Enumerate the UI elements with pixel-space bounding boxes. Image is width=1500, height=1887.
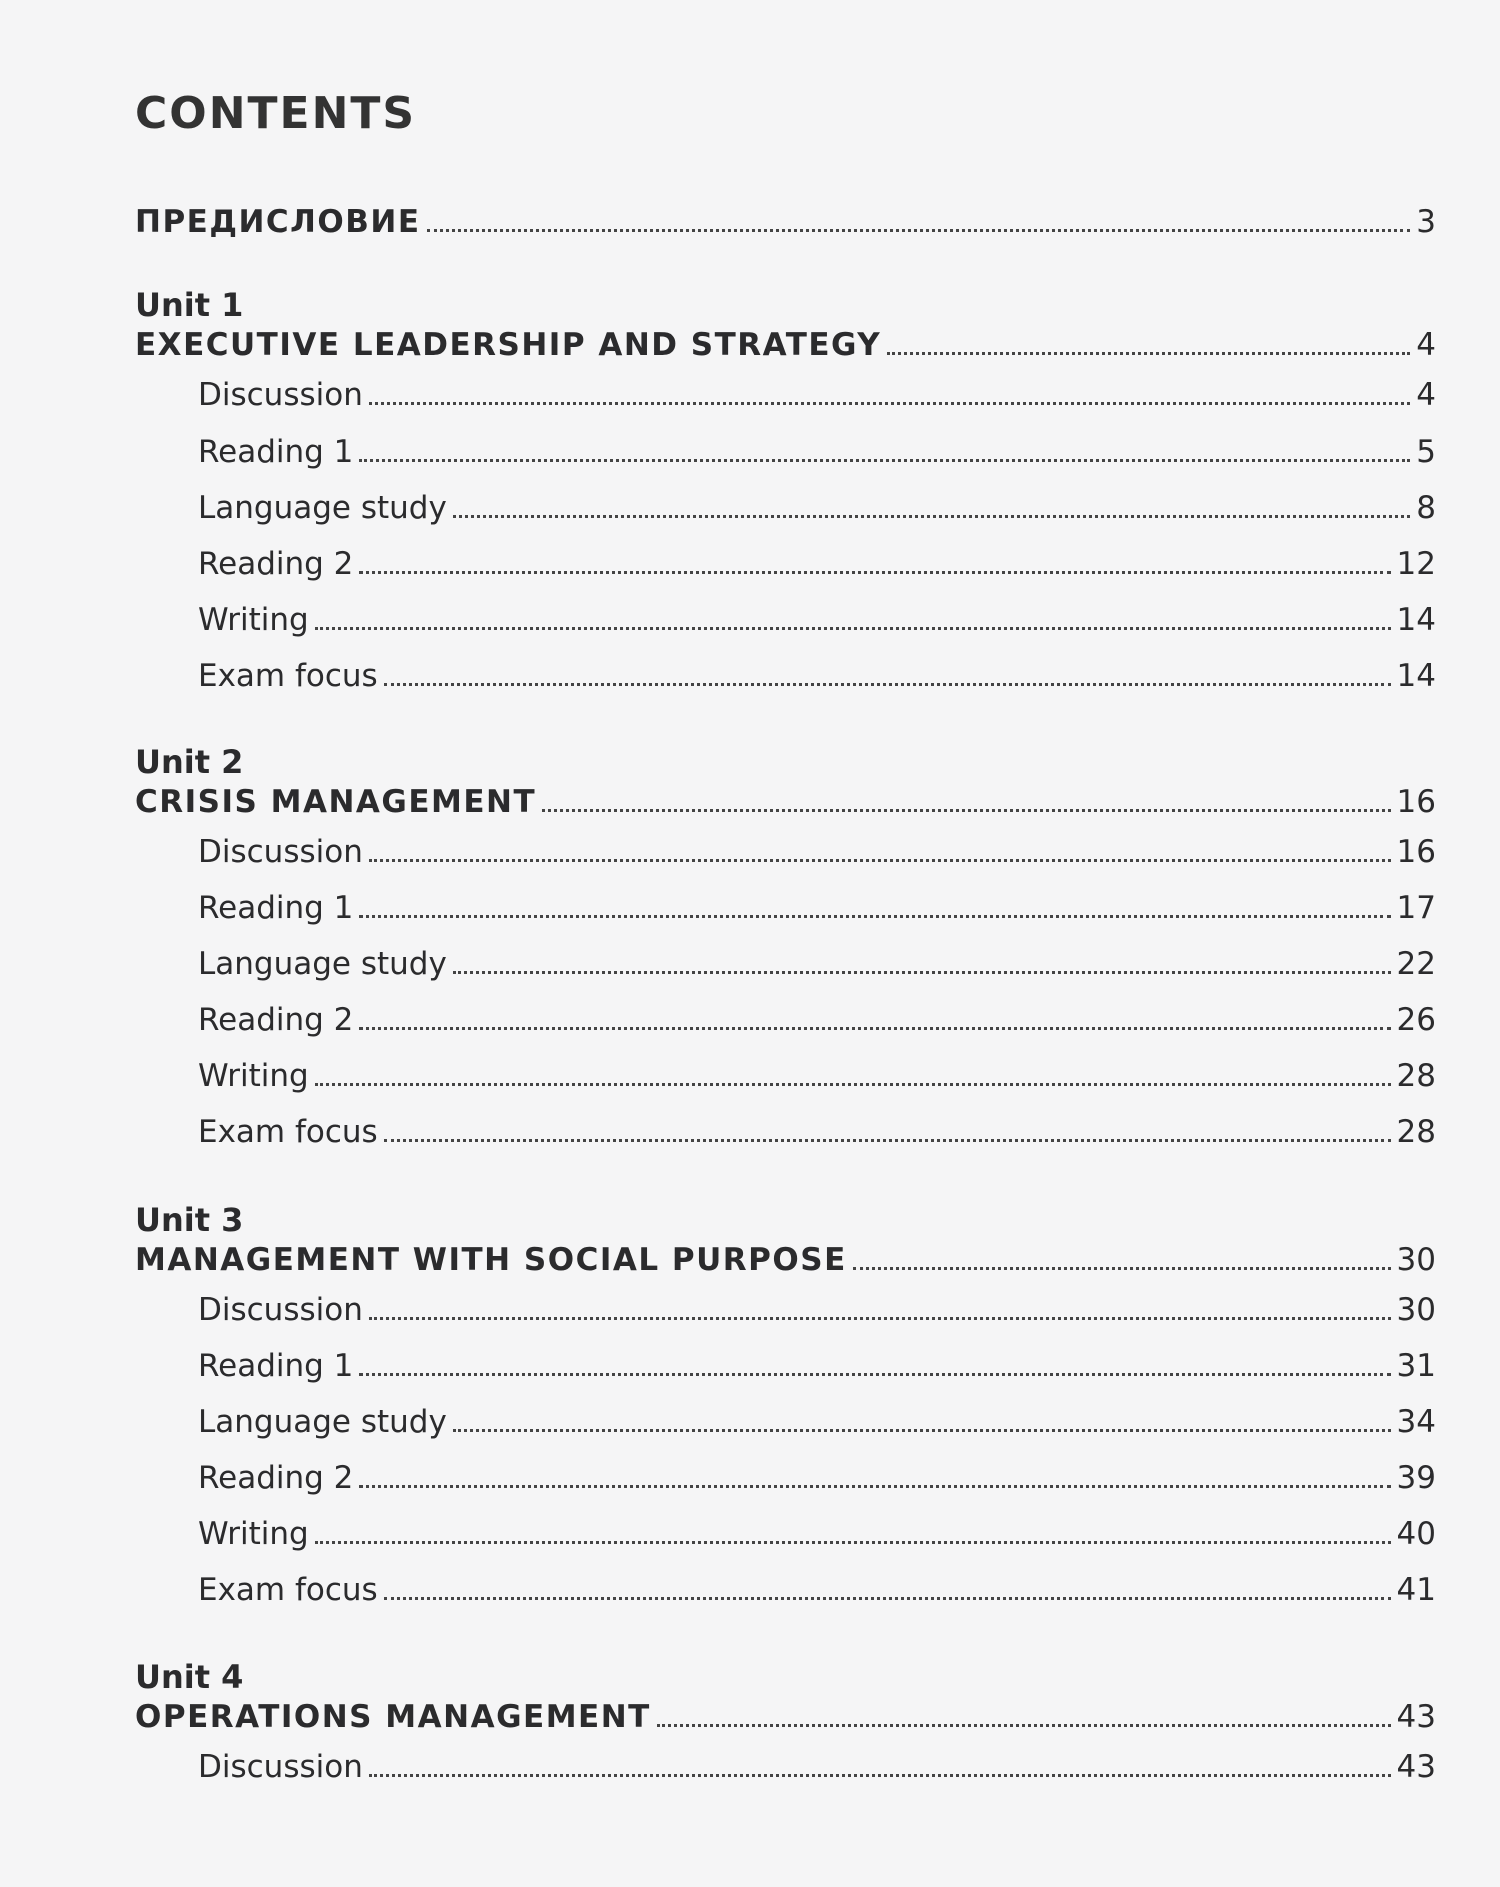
- toc-page-number: 28: [1396, 1058, 1436, 1094]
- dot-leader: [887, 350, 1410, 355]
- toc-entry[interactable]: [198, 1344, 1436, 1388]
- dot-leader: [453, 1427, 1391, 1432]
- toc-entry-label: Discussion: [198, 1749, 363, 1785]
- toc-page-number: 4: [1416, 377, 1436, 413]
- toc-unit-heading[interactable]: [135, 1238, 1436, 1282]
- toc-page-number: 14: [1396, 658, 1436, 694]
- dot-leader: [359, 913, 1390, 918]
- toc-entry-label: Reading 1: [198, 890, 354, 926]
- dot-leader: [369, 1772, 1391, 1777]
- dot-leader: [359, 1483, 1390, 1488]
- toc-page-number: 3: [1416, 204, 1436, 240]
- toc-entry[interactable]: [198, 1110, 1436, 1154]
- unit-label: Unit 2: [135, 743, 244, 781]
- unit-label: Unit 3: [135, 1201, 244, 1239]
- toc-page-number: 28: [1396, 1114, 1436, 1150]
- toc-page-number: 26: [1396, 1002, 1436, 1038]
- toc-entry-label: Language study: [198, 490, 447, 526]
- unit-label: Unit 1: [135, 286, 244, 324]
- toc-entry[interactable]: [198, 1512, 1436, 1556]
- toc-unit-heading[interactable]: [135, 780, 1436, 824]
- toc-page-number: 12: [1396, 546, 1436, 582]
- toc-entry[interactable]: [198, 1568, 1436, 1612]
- toc-entry-label: Reading 2: [198, 546, 354, 582]
- toc-entry[interactable]: [198, 654, 1436, 698]
- toc-entry[interactable]: [198, 542, 1436, 586]
- dot-leader: [427, 227, 1411, 232]
- page-title: CONTENTS: [135, 88, 417, 139]
- toc-entry-label: Discussion: [198, 1292, 363, 1328]
- dot-leader: [315, 1081, 1391, 1086]
- dot-leader: [359, 1371, 1390, 1376]
- toc-entry-label: EXECUTIVE LEADERSHIP AND STRATEGY: [135, 327, 882, 363]
- toc-unit-heading[interactable]: [135, 323, 1436, 367]
- toc-entry[interactable]: [198, 486, 1436, 530]
- toc-entry[interactable]: [198, 1400, 1436, 1444]
- toc-page-number: 8: [1416, 490, 1436, 526]
- toc-entry-preface[interactable]: [135, 200, 1436, 244]
- toc-entry-label: MANAGEMENT WITH SOCIAL PURPOSE: [135, 1242, 847, 1278]
- dot-leader: [453, 969, 1391, 974]
- toc-page-number: 43: [1396, 1749, 1436, 1785]
- dot-leader: [369, 1315, 1391, 1320]
- toc-page-number: 22: [1396, 946, 1436, 982]
- toc-entry-label: Writing: [198, 1058, 309, 1094]
- toc-page-number: 43: [1396, 1699, 1436, 1735]
- toc-entry-label: Reading 1: [198, 1348, 354, 1384]
- toc-page-number: 5: [1416, 434, 1436, 470]
- toc-entry[interactable]: [198, 998, 1436, 1042]
- toc-page-number: 41: [1396, 1572, 1436, 1608]
- toc-page-number: 16: [1396, 784, 1436, 820]
- dot-leader: [359, 457, 1410, 462]
- toc-entry[interactable]: [198, 373, 1436, 417]
- toc-entry-label: Reading 2: [198, 1460, 354, 1496]
- toc-entry[interactable]: [198, 886, 1436, 930]
- toc-page-number: 39: [1396, 1460, 1436, 1496]
- toc-page-number: 40: [1396, 1516, 1436, 1552]
- dot-leader: [384, 1137, 1391, 1142]
- toc-page-number: 31: [1396, 1348, 1436, 1384]
- toc-entry[interactable]: [198, 1745, 1436, 1789]
- toc-entry-label: OPERATIONS MANAGEMENT: [135, 1699, 651, 1735]
- toc-entry-label: Writing: [198, 1516, 309, 1552]
- toc-entry-label: Reading 2: [198, 1002, 354, 1038]
- dot-leader: [853, 1265, 1391, 1270]
- toc-entry-label: Exam focus: [198, 1572, 378, 1608]
- dot-leader: [359, 569, 1390, 574]
- toc-entry-label: Reading 1: [198, 434, 354, 470]
- toc-entry-label: Discussion: [198, 834, 363, 870]
- toc-page-number: 30: [1396, 1292, 1436, 1328]
- dot-leader: [384, 681, 1391, 686]
- dot-leader: [369, 857, 1391, 862]
- dot-leader: [315, 1539, 1391, 1544]
- dot-leader: [315, 625, 1391, 630]
- toc-entry-label: CRISIS MANAGEMENT: [135, 784, 537, 820]
- toc-entry[interactable]: [198, 942, 1436, 986]
- dot-leader: [384, 1595, 1391, 1600]
- toc-page-number: 17: [1396, 890, 1436, 926]
- toc-entry[interactable]: [198, 1288, 1436, 1332]
- dot-leader: [369, 400, 1410, 405]
- toc-entry-label: Language study: [198, 1404, 447, 1440]
- toc-entry[interactable]: [198, 830, 1436, 874]
- toc-entry-label: Discussion: [198, 377, 363, 413]
- dot-leader: [657, 1722, 1391, 1727]
- dot-leader: [453, 513, 1410, 518]
- toc-entry[interactable]: [198, 1054, 1436, 1098]
- toc-entry[interactable]: [198, 1456, 1436, 1500]
- toc-page-number: 4: [1416, 327, 1436, 363]
- unit-label: Unit 4: [135, 1658, 244, 1696]
- toc-entry[interactable]: [198, 430, 1436, 474]
- dot-leader: [359, 1025, 1390, 1030]
- toc-entry-label: Exam focus: [198, 1114, 378, 1150]
- toc-unit-heading[interactable]: [135, 1695, 1436, 1739]
- dot-leader: [542, 807, 1390, 812]
- toc-entry-label: Writing: [198, 602, 309, 638]
- toc-page-number: 16: [1396, 834, 1436, 870]
- toc-page-number: 34: [1396, 1404, 1436, 1440]
- toc-entry[interactable]: [198, 598, 1436, 642]
- toc-entry-label: Exam focus: [198, 658, 378, 694]
- toc-entry-label: ПРЕДИСЛОВИЕ: [135, 204, 421, 240]
- toc-page-number: 30: [1396, 1242, 1436, 1278]
- toc-entry-label: Language study: [198, 946, 447, 982]
- toc-page-number: 14: [1396, 602, 1436, 638]
